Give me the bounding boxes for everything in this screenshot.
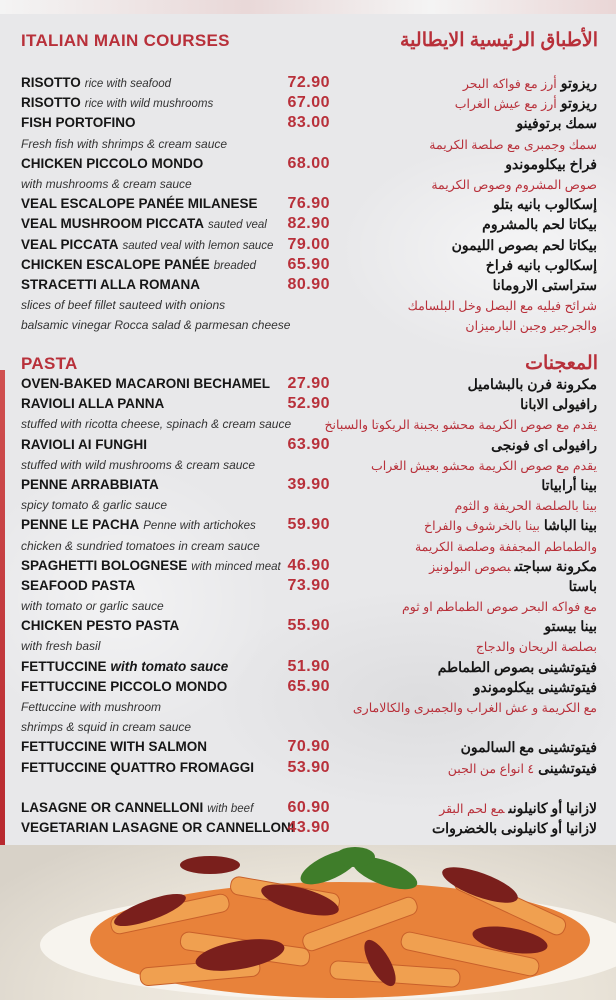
item-arabic: [468, 374, 597, 394]
item-arabic: [432, 818, 597, 838]
item-description: with mushrooms & cream sauce: [21, 176, 192, 191]
menu-item: [0, 235, 616, 255]
item-english: [21, 414, 291, 434]
item-description-arabic: بينا بالصلصة الحريفة و الثوم: [454, 499, 597, 514]
menu-item: [0, 214, 616, 234]
item-description: sauted veal with lemon sauce: [122, 239, 274, 252]
item-name-arabic: باستا: [568, 577, 597, 594]
item-arabic: [461, 737, 597, 757]
item-english: [21, 596, 164, 616]
item-arabic: [505, 154, 597, 174]
item-description: Fettuccine with mushroom: [21, 700, 162, 714]
item-arabic: [493, 275, 597, 295]
item-name-arabic: لازانيا أو كانيلونى بالخضروات: [432, 820, 597, 837]
menu-item: [0, 275, 616, 295]
item-arabic: [324, 414, 597, 435]
item-english: [21, 495, 167, 515]
item-description: breaded: [213, 259, 256, 272]
item-english: [21, 295, 225, 315]
menu-item: [0, 515, 616, 535]
item-arabic: [431, 174, 597, 195]
item-description: rice with seafood: [84, 78, 172, 90]
menu-item: [0, 154, 616, 174]
item-description-arabic: شرائح فيليه مع البصل وخل البلسامك: [407, 299, 597, 314]
menu-item-description: [0, 596, 616, 616]
item-price: 72.90: [287, 74, 330, 91]
item-english: [21, 818, 295, 838]
item-arabic: [486, 255, 597, 275]
item-english: [21, 515, 256, 536]
item-name: FETTUCCINE PICCOLO MONDO: [21, 678, 228, 694]
item-name: VEAL ESCALOPE PANÉE MILANESE: [21, 196, 258, 212]
item-arabic: [465, 315, 597, 336]
item-price: 79.00: [287, 235, 330, 253]
menu-item: [0, 255, 616, 275]
item-name-arabic: رافيولى الابانا: [520, 396, 597, 413]
item-description-arabic: والطماطم المجففة وصلصة الكريمة: [414, 539, 597, 554]
menu-item-description: [0, 414, 616, 434]
item-price: 39.90: [287, 475, 330, 493]
item-price: 83.00: [287, 114, 330, 132]
item-english: [21, 113, 136, 133]
item-name: RISOTTO: [21, 95, 81, 111]
menu-item-description: [0, 495, 616, 515]
section-title-pasta: PASTA: [21, 354, 78, 373]
item-arabic: [474, 677, 597, 697]
item-name-arabic: إسكالوب بانيه فراخ: [485, 256, 597, 273]
item-description: shrimps & squid in cream sauce: [21, 720, 192, 735]
item-english: [21, 616, 179, 636]
item-name-arabic: ستراستى الارومانا: [492, 276, 597, 293]
item-english: [21, 475, 159, 495]
item-english: [21, 435, 147, 455]
item-arabic: [463, 73, 597, 94]
menu-item: [0, 818, 616, 838]
item-name-arabic: فيتوتشينى مع السالمون: [460, 739, 597, 756]
item-name-arabic: فراخ بيكلوموندو: [505, 155, 597, 172]
item-description-arabic: سمك وجمبرى مع صلصة الكريمة: [429, 137, 597, 152]
item-name: PENNE ARRABBIATA: [21, 476, 159, 492]
item-price: 82.90: [287, 215, 330, 233]
item-arabic: [408, 295, 597, 316]
item-description-arabic: يقدم مع صوص الكريمة محشو بعيش الغراب: [370, 458, 597, 473]
item-name-arabic: بيكاتا لحم بصوص الليمون: [451, 236, 597, 253]
item-english: [21, 315, 290, 335]
menu-item: [0, 798, 616, 818]
item-price: 67.00: [287, 94, 330, 112]
item-description-arabic: يقدم مع صوص الكريمة محشو بجبنة الريكوتا والسبانخ: [324, 418, 597, 433]
item-arabic: [429, 134, 597, 155]
menu-item: [0, 556, 616, 576]
item-arabic: [402, 596, 597, 617]
item-arabic: [493, 194, 597, 214]
item-name-arabic: بينا أرابياتا: [541, 476, 597, 493]
item-description-arabic: مع فواكه البحر صوص الطماطم او ثوم: [402, 600, 597, 615]
item-description: with minced meat: [191, 560, 281, 573]
item-description: rice with wild mushrooms: [84, 98, 214, 111]
menu-item: [0, 475, 616, 495]
item-name: FETTUCCINE: [21, 658, 107, 674]
item-price: 80.90: [287, 275, 330, 293]
item-description: chicken & sundried tomatoes in cream sauce: [21, 538, 260, 553]
item-price: 46.90: [287, 556, 330, 574]
item-name: LASAGNE OR CANNELLONI: [21, 799, 204, 815]
item-description: with fresh basil: [21, 639, 101, 654]
item-price: 73.90: [287, 576, 330, 594]
item-english: [21, 657, 228, 677]
item-name: RISOTTO: [21, 75, 81, 90]
top-band: [0, 0, 616, 14]
item-price: 27.90: [287, 375, 330, 392]
item-arabic: [371, 455, 597, 476]
item-arabic: [476, 636, 597, 657]
item-english: [21, 697, 161, 717]
menu-item-description: [0, 174, 616, 194]
item-name: FETTUCCINE WITH SALMON: [21, 739, 207, 755]
item-name: VEAL MUSHROOM PICCATA: [21, 216, 205, 232]
item-name: SEAFOOD PASTA: [21, 577, 136, 593]
item-description-arabic: مع الكريمة و عش الغراب والجمبرى والكالامارى: [352, 701, 597, 715]
item-price: 63.90: [287, 435, 330, 453]
item-english: [21, 798, 253, 819]
section-title-pasta-ar: المعجنات: [525, 353, 598, 374]
item-arabic: [520, 394, 597, 414]
item-price: 65.90: [287, 677, 330, 695]
item-description: Fresh fish with shrimps & cream sauce: [21, 136, 228, 151]
menu-item-description: [0, 315, 616, 335]
item-name: FISH PORTOFINO: [21, 115, 136, 131]
section-title-main-courses-ar: الأطباق الرئيسية الايطالية: [400, 30, 598, 51]
item-arabic: [455, 93, 597, 114]
menu-item: [0, 677, 616, 697]
item-arabic: [482, 214, 597, 234]
item-name: PENNE LE PACHA: [21, 517, 140, 533]
item-english: [21, 93, 213, 114]
item-english: [21, 758, 254, 778]
item-name-arabic: ريزوتو: [560, 95, 597, 112]
item-description: with tomato or garlic sauce: [21, 599, 164, 614]
item-name: VEAL PICCATA: [21, 236, 119, 252]
item-arabic: [541, 475, 597, 495]
item-english: [21, 255, 256, 276]
item-name-arabic: سمك برتوفينو: [516, 115, 597, 132]
item-arabic: [516, 113, 597, 133]
item-description-arabic: ٤ انواع من الجبن: [447, 761, 535, 776]
item-name-arabic: مكرونة فرن بالبشاميل: [467, 376, 597, 392]
item-description: slices of beef fillet sauteed with onions: [21, 298, 226, 313]
item-name: CHICKEN PESTO PASTA: [21, 618, 180, 634]
item-english: [21, 134, 227, 154]
item-name: STRACETTI ALLA ROMANA: [21, 276, 200, 292]
item-english: [21, 275, 200, 295]
item-arabic: [448, 758, 597, 779]
item-name: OVEN-BAKED MACARONI BECHAMEL: [21, 376, 270, 391]
menu-item: [0, 657, 616, 677]
item-price: 59.90: [287, 516, 330, 534]
item-english: [21, 73, 171, 94]
item-name-arabic: فيتوتشينى: [538, 759, 597, 776]
item-price: 53.90: [287, 758, 330, 776]
item-english: [21, 235, 273, 256]
item-name-arabic: فيتوتشينى بصوص الطماطم: [437, 658, 597, 675]
item-english: [21, 455, 255, 475]
item-english: [21, 737, 207, 757]
item-description: Penne with artichokes: [143, 520, 256, 533]
menu-item-description: [0, 636, 616, 656]
item-price: 51.90: [287, 657, 330, 675]
item-name-arabic: فيتوتشينى بيكلوموندو: [473, 678, 597, 695]
item-description-arabic: بصلصة الريحان والدجاج: [475, 640, 597, 655]
item-arabic: [438, 657, 597, 677]
item-description-arabic: بينا بالخرشوف والفراخ: [424, 519, 540, 534]
item-arabic: [353, 697, 597, 718]
menu-item-description: [0, 697, 616, 717]
item-arabic: [429, 556, 597, 577]
menu-item: [0, 73, 616, 93]
item-description-arabic: أرز مع عيش الغراب: [454, 97, 557, 112]
item-english: [21, 576, 135, 596]
menu-item-description: [0, 134, 616, 154]
item-price: 76.90: [287, 195, 330, 213]
item-description: balsamic vinegar Rocca salad & parmesan cheese: [21, 318, 291, 333]
item-name-arabic: ريزوتو: [560, 75, 597, 91]
menu-item: [0, 737, 616, 757]
item-name-arabic: بيكاتا لحم بالمشروم: [482, 216, 597, 233]
menu-item: [0, 576, 616, 596]
menu-item-description: [0, 455, 616, 475]
item-english: [21, 394, 164, 414]
item-name: RAVIOLI ALLA PANNA: [21, 396, 165, 412]
item-price: 55.90: [287, 617, 330, 635]
item-name-arabic: رافيولى اى فونجى: [491, 436, 597, 453]
menu-item-description: [0, 536, 616, 556]
item-english: [21, 677, 227, 697]
spacer-row: [0, 778, 616, 798]
item-name: VEGETARIAN LASAGNE OR CANNELLONI: [21, 820, 295, 836]
item-name-arabic: بينا بيستو: [544, 618, 597, 635]
menu-item: [0, 194, 616, 214]
item-arabic: [452, 235, 597, 255]
item-english: [21, 174, 192, 194]
menu-item: [0, 374, 616, 394]
item-description-arabic: أرز مع فواكه البحر: [462, 77, 557, 91]
item-description: sauted veal: [208, 219, 267, 232]
item-english: [21, 374, 270, 394]
item-description-arabic: صوص المشروم وصوص الكريمة: [431, 177, 597, 192]
item-name: CHICKEN PICCOLO MONDO: [21, 155, 204, 171]
item-price: 52.90: [287, 395, 330, 413]
item-price: 43.90: [287, 819, 330, 837]
menu-item: [0, 758, 616, 778]
menu-item-description: [0, 717, 616, 737]
item-price: 65.90: [287, 255, 330, 273]
main-courses-list: [0, 73, 616, 335]
item-description: with tomato sauce: [110, 658, 229, 674]
item-price: 60.90: [287, 798, 330, 816]
item-english: [21, 536, 260, 556]
item-description: stuffed with wild mushrooms & cream sauce: [21, 457, 256, 472]
item-name-arabic: مكرونة سباجتى: [514, 557, 597, 574]
item-english: [21, 717, 191, 737]
item-description-arabic: مع لحم البقر: [439, 801, 505, 816]
item-description: stuffed with ricotta cheese, spinach & cream sauce: [21, 417, 292, 432]
item-english: [21, 154, 203, 174]
item-arabic: [455, 495, 597, 516]
item-arabic: [544, 616, 597, 636]
menu-item-description: [0, 295, 616, 315]
section-title-main-courses: ITALIAN MAIN COURSES: [21, 31, 230, 50]
item-price: 68.00: [287, 154, 330, 172]
item-arabic: [569, 576, 597, 596]
pasta-dish-illustration: [0, 845, 616, 1000]
item-english: [21, 556, 281, 577]
item-description-arabic: بصوص البولونيز: [429, 559, 511, 574]
item-name-arabic: بينا الباشا: [543, 517, 597, 534]
item-name: RAVIOLI AI FUNGHI: [21, 436, 147, 452]
item-name: FETTUCCINE QUATTRO FROMAGGI: [21, 759, 254, 775]
pasta-list: [0, 374, 616, 838]
item-description: with beef: [207, 802, 254, 815]
menu-item: [0, 93, 616, 113]
item-name: SPAGHETTI BOLOGNESE: [21, 557, 188, 573]
item-arabic: [491, 435, 597, 455]
item-name-arabic: لازانيا أو كانيلونى: [508, 799, 597, 816]
item-price: 70.90: [287, 738, 330, 756]
menu-item: [0, 616, 616, 636]
item-arabic: [439, 798, 597, 819]
item-name-arabic: إسكالوب بانيه بتلو: [493, 196, 597, 213]
item-english: [21, 194, 258, 214]
item-english: [21, 214, 267, 235]
item-arabic: [424, 515, 597, 536]
item-arabic: [415, 536, 597, 557]
pasta-photo: [0, 845, 616, 1000]
menu-item: [0, 435, 616, 455]
menu-item: [0, 394, 616, 414]
item-english: [21, 636, 100, 656]
item-description-arabic: والجرجير وجبن البارميزان: [465, 319, 597, 334]
menu-item: [0, 113, 616, 133]
item-name: CHICKEN ESCALOPE PANÉE: [21, 256, 210, 272]
item-description: spicy tomato & garlic sauce: [21, 498, 168, 513]
